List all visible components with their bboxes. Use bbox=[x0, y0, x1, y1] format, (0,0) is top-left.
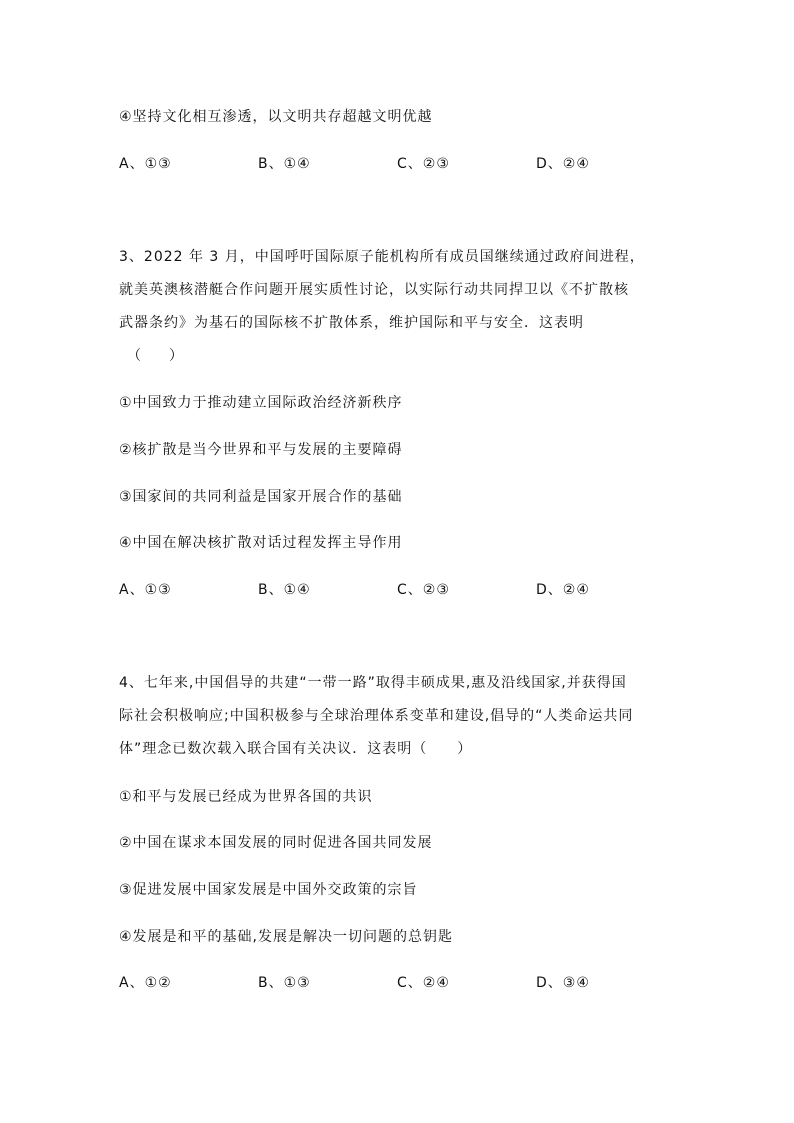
q3-option-a: A、①③ bbox=[119, 582, 172, 598]
q3-statement-3: ③国家间的共同利益是国家开展合作的基础 bbox=[119, 489, 403, 505]
q4-option-d: D、③④ bbox=[536, 975, 590, 991]
q3-stem-line-3: 武器条约》为基石的国际核不扩散体系，维护国际和平与安全．这表明 bbox=[119, 315, 584, 331]
q3-statement-1: ①中国致力于推动建立国际政治经济新秩序 bbox=[119, 395, 403, 411]
q4-option-a: A、①② bbox=[119, 975, 172, 991]
q4-option-b: B、①③ bbox=[258, 975, 311, 991]
q4-statement-3: ③促进发展中国家发展是中国外交政策的宗旨 bbox=[119, 882, 418, 898]
q3-option-c: C、②③ bbox=[397, 582, 450, 598]
q3-option-d: D、②④ bbox=[536, 582, 590, 598]
q4-statement-4: ④发展是和平的基础,发展是解决一切问题的总钥匙 bbox=[119, 929, 453, 945]
q3-stem-line-1: 3、2022 年 3 月，中国呼吁国际原子能机构所有成员国继续通过政府间进程， bbox=[119, 249, 645, 265]
q4-stem-line-2: 际社会积极响应;中国积极参与全球治理体系变革和建设,倡导的“人类命运共同 bbox=[119, 708, 634, 724]
q3-statement-4: ④中国在解决核扩散对话过程发挥主导作用 bbox=[119, 535, 403, 551]
q3-stem-line-2: 就美英澳核潜艇合作问题开展实质性讨论，以实际行动共同捍卫以《不扩散核 bbox=[119, 282, 629, 298]
prev-option-d: D、②④ bbox=[536, 156, 590, 172]
prev-option-c: C、②③ bbox=[397, 156, 450, 172]
q4-stem-line-1: 4、七年来,中国倡导的共建“一带一路”取得丰硕成果,惠及沿线国家,并获得国 bbox=[119, 675, 627, 691]
q3-option-b: B、①④ bbox=[258, 582, 311, 598]
q3-statement-2: ②核扩散是当今世界和平与发展的主要障碍 bbox=[119, 442, 403, 458]
q4-option-c: C、②④ bbox=[397, 975, 450, 991]
q3-answer-paren: （ ） bbox=[127, 348, 183, 364]
prev-option-a: A、①③ bbox=[119, 156, 172, 172]
prev-option-b: B、①④ bbox=[258, 156, 311, 172]
prev-question-statement-4: ④坚持文化相互渗透，以文明共存超越文明优越 bbox=[119, 109, 433, 125]
q4-statement-2: ②中国在谋求本国发展的同时促进各国共同发展 bbox=[119, 835, 433, 851]
q4-stem-line-3: 体”理念已数次载入联合国有关决议．这表明（ ） bbox=[119, 741, 473, 757]
q4-statement-1: ①和平与发展已经成为世界各国的共识 bbox=[119, 789, 373, 805]
